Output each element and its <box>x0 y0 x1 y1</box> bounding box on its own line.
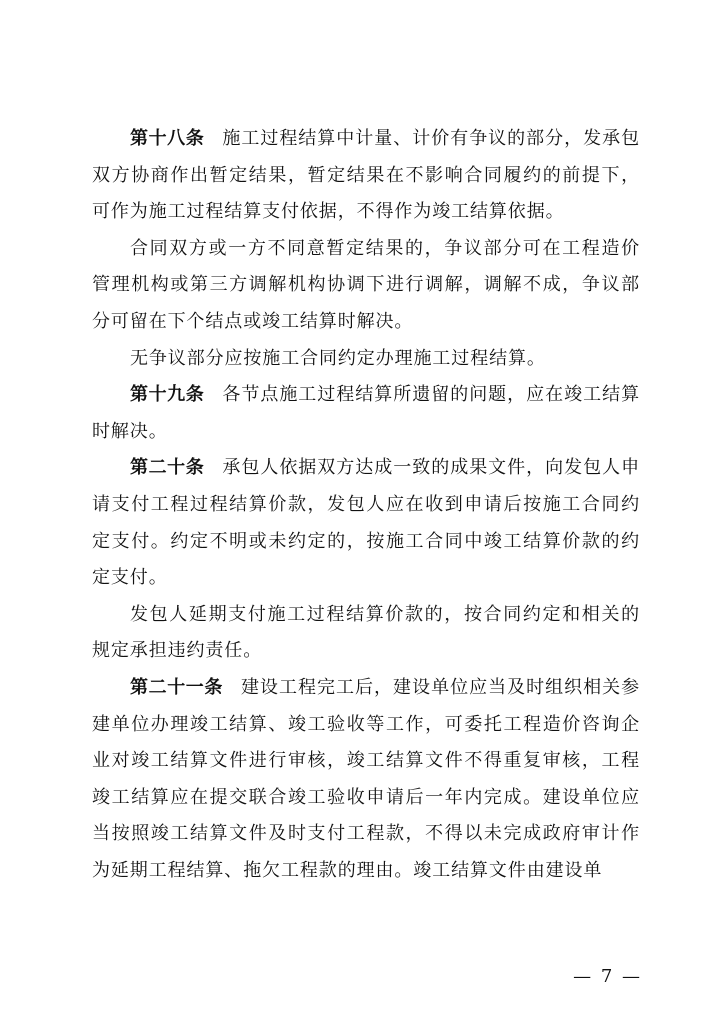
paragraph-article-18-undisputed <box>92 341 640 378</box>
article-heading: 第十九条 <box>130 384 205 406</box>
paragraph-article-20-delay <box>92 597 640 670</box>
paragraph-article-18 <box>92 121 640 231</box>
paragraph-article-20 <box>92 450 640 596</box>
document-body <box>92 121 640 889</box>
paragraph-text: 承包人依据双方达成一致的成果文件，向发包人申请支付工程过程结算价款，发包人应在收到申请后按施工合同约定支付。约定不明或未约定的，按施工合同中竣工结算价款的约定支付。 <box>92 457 640 589</box>
paragraph-text: 施工过程结算中计量、计价有争议的部分，发承包双方协商作出暂定结果，暂定结果在不影响合同履约的前提下，可作为施工过程结算支付依据，不得作为竣工结算依据。 <box>92 128 640 223</box>
article-heading: 第二十一条 <box>130 676 224 698</box>
paragraph-text: 合同双方或一方不同意暂定结果的，争议部分可在工程造价管理机构或第三方调解机构协调下进行调解，调解不成，争议部分可留在下个结点或竣工结算时解决。 <box>92 237 640 332</box>
article-heading: 第二十条 <box>130 457 205 479</box>
paragraph-text: 建设工程完工后，建设单位应当及时组织相关参建单位办理竣工结算、竣工验收等工作，可委托工程造价咨询企业对竣工结算文件进行审核，竣工结算文件不得重复审核，工程竣工结算应在提交联合竣工验收申请后一年内完成。建设单位应当按照竣工结算文件及时支付工程款，不得以未完成政府审计作为延期工程结算、拖欠工程款的理由。竣工结算文件由建设单 <box>92 676 641 881</box>
paragraph-article-21 <box>92 670 640 890</box>
paragraph-article-18-dispute <box>92 231 640 341</box>
paragraph-article-19 <box>92 377 640 450</box>
article-heading: 第十八条 <box>130 128 205 149</box>
page-number: — 7 — <box>573 966 642 987</box>
paragraph-text: 各节点施工过程结算所遗留的问题，应在竣工结算时解决。 <box>92 384 640 442</box>
paragraph-text: 无争议部分应按施工合同约定办理施工过程结算。 <box>130 347 546 369</box>
paragraph-text: 发包人延期支付施工过程结算价款的，按合同约定和相关的规定承担违约责任。 <box>92 603 640 662</box>
